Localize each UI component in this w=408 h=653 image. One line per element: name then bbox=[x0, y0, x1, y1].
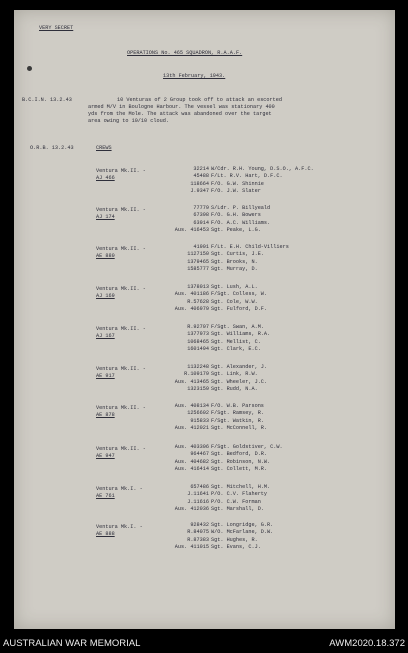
crew-member-row bbox=[160, 259, 390, 266]
service-number: 964467 bbox=[190, 451, 209, 458]
crew-member-row bbox=[160, 166, 390, 173]
crew-member-row bbox=[160, 529, 390, 536]
aircraft-type: Ventura Mk.II. - bbox=[96, 168, 146, 174]
service-number: 1585777 bbox=[187, 265, 209, 272]
aircraft-type: Ventura Mk.I. - bbox=[96, 486, 143, 492]
aircraft-serial: AJ 167 bbox=[96, 332, 115, 339]
crew-member-row bbox=[160, 506, 390, 513]
aircraft-type: Ventura Mk.II. - bbox=[96, 246, 146, 252]
crew-member-row bbox=[160, 410, 390, 417]
crew-member-row bbox=[160, 227, 390, 234]
service-number: 32214 bbox=[193, 166, 209, 172]
footer-bar bbox=[0, 634, 408, 653]
crew-member-row bbox=[160, 386, 390, 393]
crew-member-row bbox=[160, 346, 390, 353]
service-number: 67398 bbox=[193, 212, 209, 219]
crew-members bbox=[160, 166, 390, 195]
service-number: 915833 bbox=[190, 417, 209, 424]
service-number: Aus. 411015 bbox=[174, 543, 209, 550]
crew-aircraft bbox=[96, 446, 160, 459]
crew-members bbox=[160, 244, 390, 273]
crew-member-row bbox=[160, 181, 390, 188]
member-name: Sgt. Marshall, D. bbox=[211, 505, 264, 512]
service-number: 45488 bbox=[193, 173, 209, 180]
service-number: Aus. 401186 bbox=[174, 291, 209, 298]
member-name: P/O. C.W. Forman bbox=[211, 498, 261, 505]
crew-member-row bbox=[160, 251, 390, 258]
service-number: Aus. 416414 bbox=[174, 465, 209, 472]
member-name: F/O. G.W. Shinnie bbox=[211, 180, 264, 187]
member-name: F/Sgt. Colless, W. bbox=[211, 291, 268, 298]
crew-aircraft bbox=[96, 286, 160, 299]
service-number: 1377973 bbox=[187, 331, 209, 338]
service-number: 928432 bbox=[190, 522, 209, 528]
footer-accession-number: AWM2020.18.372 bbox=[329, 638, 405, 649]
member-name: Sgt. Bedford, D.R. bbox=[211, 451, 268, 458]
crew-aircraft bbox=[96, 168, 160, 181]
crew-member-row bbox=[160, 444, 390, 451]
crew-aircraft bbox=[96, 246, 160, 259]
crew-members bbox=[160, 364, 390, 393]
entry-ref: B.C.I.N. 13.2.43 bbox=[22, 97, 72, 103]
member-name: Sgt. Fulford, D.F. bbox=[211, 305, 268, 312]
crew-members bbox=[160, 444, 390, 473]
crew-member-row bbox=[160, 522, 390, 529]
footer-institution: AUSTRALIAN WAR MEMORIAL bbox=[3, 638, 141, 649]
service-number: 657486 bbox=[190, 484, 209, 490]
crew-member-row bbox=[160, 306, 390, 313]
crew-members bbox=[160, 205, 390, 234]
member-name: F/O. W.B. Parsons bbox=[211, 403, 264, 409]
crew-member-row bbox=[160, 284, 390, 291]
crew-members bbox=[160, 284, 390, 313]
entry-ref: O.R.B. 13.2.43 bbox=[30, 145, 74, 151]
member-name: W/O. McFarlane, D.W. bbox=[211, 529, 274, 536]
crew-member-row bbox=[160, 212, 390, 219]
member-name: Sgt. Robinson, N.W. bbox=[211, 458, 271, 465]
member-name: F/O. A.C. Williams. bbox=[211, 219, 271, 226]
document-date: 13th February, 1943. bbox=[163, 73, 226, 79]
member-name: Sgt. Mitchell, H.M. bbox=[211, 484, 271, 490]
aircraft-type: Ventura Mk.II. - bbox=[96, 326, 146, 332]
aircraft-type: Ventura Mk.II. - bbox=[96, 405, 146, 411]
member-name: Sgt. Evans, C.J. bbox=[211, 543, 261, 550]
punch-hole bbox=[27, 66, 32, 71]
service-number: J.11616 bbox=[187, 498, 209, 505]
service-number: Aus. 416453 bbox=[174, 226, 209, 233]
aircraft-type: Ventura Mk.I. - bbox=[96, 524, 143, 530]
crew-members bbox=[160, 522, 390, 551]
service-number: 41901 bbox=[193, 244, 209, 250]
entry-text-line: armed M/V in Boulogne Harbour. The vessel was stationary 400 bbox=[88, 104, 275, 110]
member-name: Sgt. Longridge, G.R. bbox=[211, 522, 274, 528]
crew-aircraft bbox=[96, 207, 160, 220]
aircraft-type: Ventura Mk.II. - bbox=[96, 446, 146, 452]
member-name: Sgt. McConnell, R. bbox=[211, 424, 268, 431]
member-name: Sgt. Rudd, N.A. bbox=[211, 385, 258, 392]
member-name: Sgt. Wheeler, J.C. bbox=[211, 378, 268, 385]
service-number: Aus. 404682 bbox=[174, 458, 209, 465]
entry-text-line: area owing to 10/10 cloud. bbox=[88, 118, 169, 124]
crew-member-row bbox=[160, 339, 390, 346]
member-name: Sgt. Murray, D. bbox=[211, 265, 258, 272]
service-number: R.87383 bbox=[187, 536, 209, 543]
member-name: Sgt. Cole, W.W. bbox=[211, 298, 258, 305]
crew-member-row bbox=[160, 459, 390, 466]
member-name: Sgt. Curtis, J.E. bbox=[211, 251, 264, 258]
classification-stamp: VERY SECRET bbox=[39, 25, 74, 31]
member-name: F/O. J.W. Slater bbox=[211, 187, 261, 194]
service-number: 1601494 bbox=[187, 345, 209, 352]
service-number: 1068465 bbox=[187, 338, 209, 345]
crews-heading: CREWS bbox=[96, 145, 112, 151]
crew-member-row bbox=[160, 544, 390, 551]
crew-member-row bbox=[160, 425, 390, 432]
crew-member-row bbox=[160, 324, 390, 331]
aircraft-serial: AJ 174 bbox=[96, 213, 115, 220]
service-number: Aus. 406979 bbox=[174, 305, 209, 312]
member-name: Sgt. Link, R.W. bbox=[211, 371, 258, 378]
member-name: F/Lt. E.H. Child-Villiers bbox=[211, 244, 289, 250]
member-name: Sgt. Peake, L.G. bbox=[211, 226, 261, 233]
member-name: Sgt. Alexander, J. bbox=[211, 364, 268, 370]
member-name: Sgt. Mellist, C. bbox=[211, 338, 261, 345]
service-number: 1323159 bbox=[187, 385, 209, 392]
crew-aircraft bbox=[96, 524, 160, 537]
member-name: F/Sgt. Goldstiver, C.W. bbox=[211, 444, 283, 450]
entry-text-line: yds from the Mole. The attack was abandoned over the target bbox=[88, 111, 272, 117]
crew-member-row bbox=[160, 379, 390, 386]
crew-member-row bbox=[160, 188, 390, 195]
aircraft-serial: AE 878 bbox=[96, 411, 115, 418]
member-name: W/Cdr. R.H. Young, D.S.O., A.F.C. bbox=[211, 166, 314, 172]
aircraft-type: Ventura Mk.II. - bbox=[96, 207, 146, 213]
crew-aircraft bbox=[96, 326, 160, 339]
crew-member-row bbox=[160, 331, 390, 338]
service-number: R.92707 bbox=[187, 324, 209, 330]
crew-member-row bbox=[160, 484, 390, 491]
aircraft-serial: AE 917 bbox=[96, 372, 115, 379]
service-number: 1378013 bbox=[187, 284, 209, 290]
aircraft-serial: AE 880 bbox=[96, 252, 115, 259]
service-number: R.57628 bbox=[187, 298, 209, 305]
aircraft-serial: AJ 466 bbox=[96, 174, 115, 181]
crew-member-row bbox=[160, 291, 390, 298]
service-number: Aus. 403306 bbox=[174, 444, 209, 450]
member-name: F/Sgt. Ramsey, R. bbox=[211, 410, 264, 417]
service-number: 118664 bbox=[190, 180, 209, 187]
crew-member-row bbox=[160, 537, 390, 544]
aircraft-type: Ventura Mk.II. - bbox=[96, 366, 146, 372]
member-name: S/Ldr. P. Billyeald bbox=[211, 205, 271, 211]
crew-member-row bbox=[160, 403, 390, 410]
service-number: Aus. 408134 bbox=[174, 403, 209, 409]
member-name: F/Sgt. Watkin, R. bbox=[211, 417, 264, 424]
service-number: R.109179 bbox=[184, 371, 209, 378]
member-name: Sgt. Hughes, R. bbox=[211, 536, 258, 543]
member-name: F/O. G.H. Bowers bbox=[211, 212, 261, 219]
crew-member-row bbox=[160, 299, 390, 306]
service-number: 1256602 bbox=[187, 410, 209, 417]
crew-aircraft bbox=[96, 366, 160, 379]
service-number: 77779 bbox=[193, 205, 209, 211]
crew-member-row bbox=[160, 244, 390, 251]
crew-members bbox=[160, 403, 390, 432]
crew-member-row bbox=[160, 205, 390, 212]
member-name: Sgt. Williams, R.A. bbox=[211, 331, 271, 338]
service-number: Aus. 413465 bbox=[174, 378, 209, 385]
crew-member-row bbox=[160, 499, 390, 506]
crew-member-row bbox=[160, 371, 390, 378]
service-number: Aus. 412036 bbox=[174, 505, 209, 512]
aircraft-serial: AJ 169 bbox=[96, 292, 115, 299]
entry-text-line: 10 Venturas of 2 Group took off to attack an escorted bbox=[117, 97, 282, 103]
service-number: J.11641 bbox=[187, 491, 209, 498]
member-name: Sgt. Clark, E.C. bbox=[211, 345, 261, 352]
aircraft-serial: AE 947 bbox=[96, 452, 115, 459]
service-number: J.9347 bbox=[190, 187, 209, 194]
service-number: 63914 bbox=[193, 219, 209, 226]
crew-member-row bbox=[160, 418, 390, 425]
crew-member-row bbox=[160, 466, 390, 473]
service-number: 1132248 bbox=[187, 364, 209, 370]
document-title: OPERATIONS No. 465 SQUADRON, R.A.A.F. bbox=[127, 50, 243, 56]
crew-member-row bbox=[160, 173, 390, 180]
service-number: 1127150 bbox=[187, 251, 209, 258]
crew-members bbox=[160, 324, 390, 353]
member-name: Sgt. Lush, A.L. bbox=[211, 284, 258, 290]
crew-member-row bbox=[160, 364, 390, 371]
member-name: Sgt. Collett, M.R. bbox=[211, 465, 268, 472]
service-number: Aus. 412021 bbox=[174, 424, 209, 431]
crew-member-row bbox=[160, 491, 390, 498]
service-number: R.84075 bbox=[187, 529, 209, 536]
aircraft-serial: AE 761 bbox=[96, 492, 115, 499]
member-name: P/O. C.V. Flaherty bbox=[211, 491, 268, 498]
crew-aircraft bbox=[96, 486, 160, 499]
crew-member-row bbox=[160, 220, 390, 227]
aircraft-serial: AE 888 bbox=[96, 530, 115, 537]
crew-aircraft bbox=[96, 405, 160, 418]
crew-member-row bbox=[160, 266, 390, 273]
member-name: F/Sgt. Swan, A.M. bbox=[211, 324, 264, 330]
crew-members bbox=[160, 484, 390, 513]
member-name: Sgt. Brooks, N. bbox=[211, 258, 258, 265]
service-number: 1379465 bbox=[187, 258, 209, 265]
crew-member-row bbox=[160, 451, 390, 458]
aircraft-type: Ventura Mk.II. - bbox=[96, 286, 146, 292]
member-name: F/Lt. R.V. Hart, D.F.C. bbox=[211, 173, 283, 180]
